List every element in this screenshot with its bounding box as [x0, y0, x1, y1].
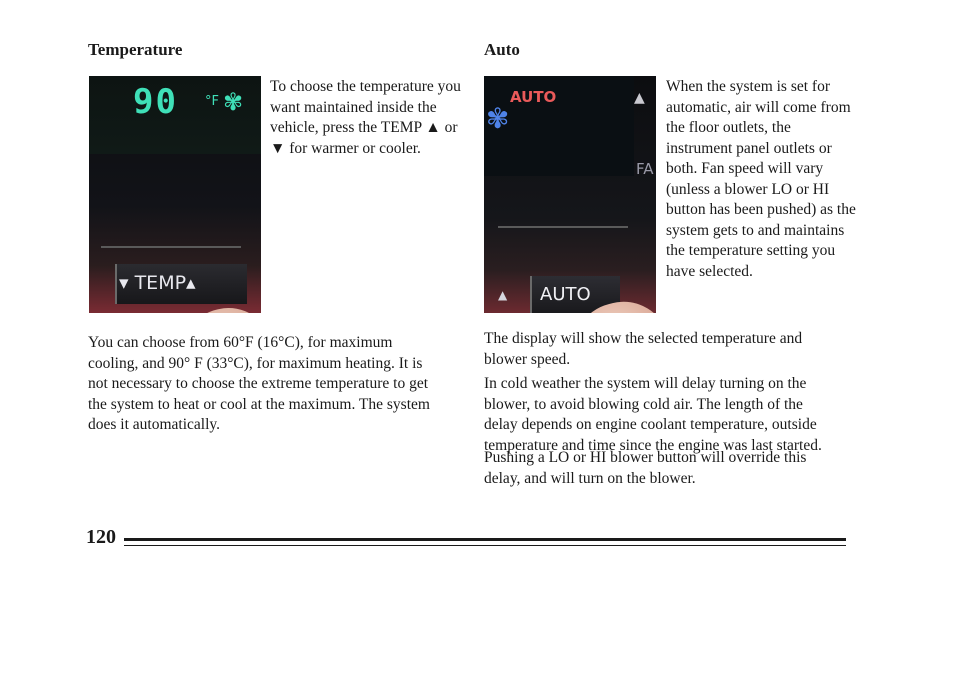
temperature-heading: Temperature: [88, 40, 183, 59]
panel-bezel: [101, 246, 241, 248]
fan-icon: ✾: [223, 88, 244, 116]
temperature-body: You can choose from 60°F (16°C), for maximum cooling, and 90° F (33°C), for maximum heating. It is not necessary to choose the extreme temperature to get the system to heat or cool at the maximum. The system does it automatically.: [88, 334, 430, 433]
arrow-up-icon: ▲: [634, 90, 645, 106]
temperature-caption: To choose the temperature you want maintained inside the vehicle, press the TEMP ▲ or ▼ for warmer or cooler.: [270, 78, 461, 157]
temperature-control-photo: [89, 76, 261, 313]
side-panel-text: FA: [636, 160, 654, 178]
auto-paragraph-2: In cold weather the system will delay turning on the blower, to avoid blowing cold air. The length of the delay depends on engine coolant temperature, outside temperature and time since the engine was last started.: [484, 375, 822, 454]
auto-caption: When the system is set for automatic, air will come from the floor outlets, the instrument panel outlets or both. Fan speed will vary (unless a blower LO or HI button has been pushed) as the system gets to and maintains the temperature setting you have selected.: [666, 78, 856, 280]
auto-paragraph-1: The display will show the selected temperature and blower speed.: [484, 330, 803, 368]
footer-rule: [124, 538, 846, 541]
temp-button-label: ▾ TEMP▴: [119, 272, 196, 294]
page-number: 120: [86, 526, 116, 548]
lcd-auto-indicator: AUTO: [510, 88, 557, 106]
footer-rule-thin: [124, 545, 846, 546]
fan-icon: ✾: [486, 102, 510, 135]
auto-heading: Auto: [484, 40, 520, 59]
lcd-unit: °F: [205, 94, 219, 109]
arrow-up-icon: ▲: [498, 288, 508, 302]
auto-button-label: AUTO: [540, 284, 591, 305]
auto-paragraph-3: Pushing a LO or HI blower button will override this delay, and will turn on the blower.: [484, 449, 807, 487]
auto-control-photo: [484, 76, 656, 313]
panel-bezel: [498, 226, 628, 228]
lcd-temperature-digits: 90: [133, 82, 178, 122]
